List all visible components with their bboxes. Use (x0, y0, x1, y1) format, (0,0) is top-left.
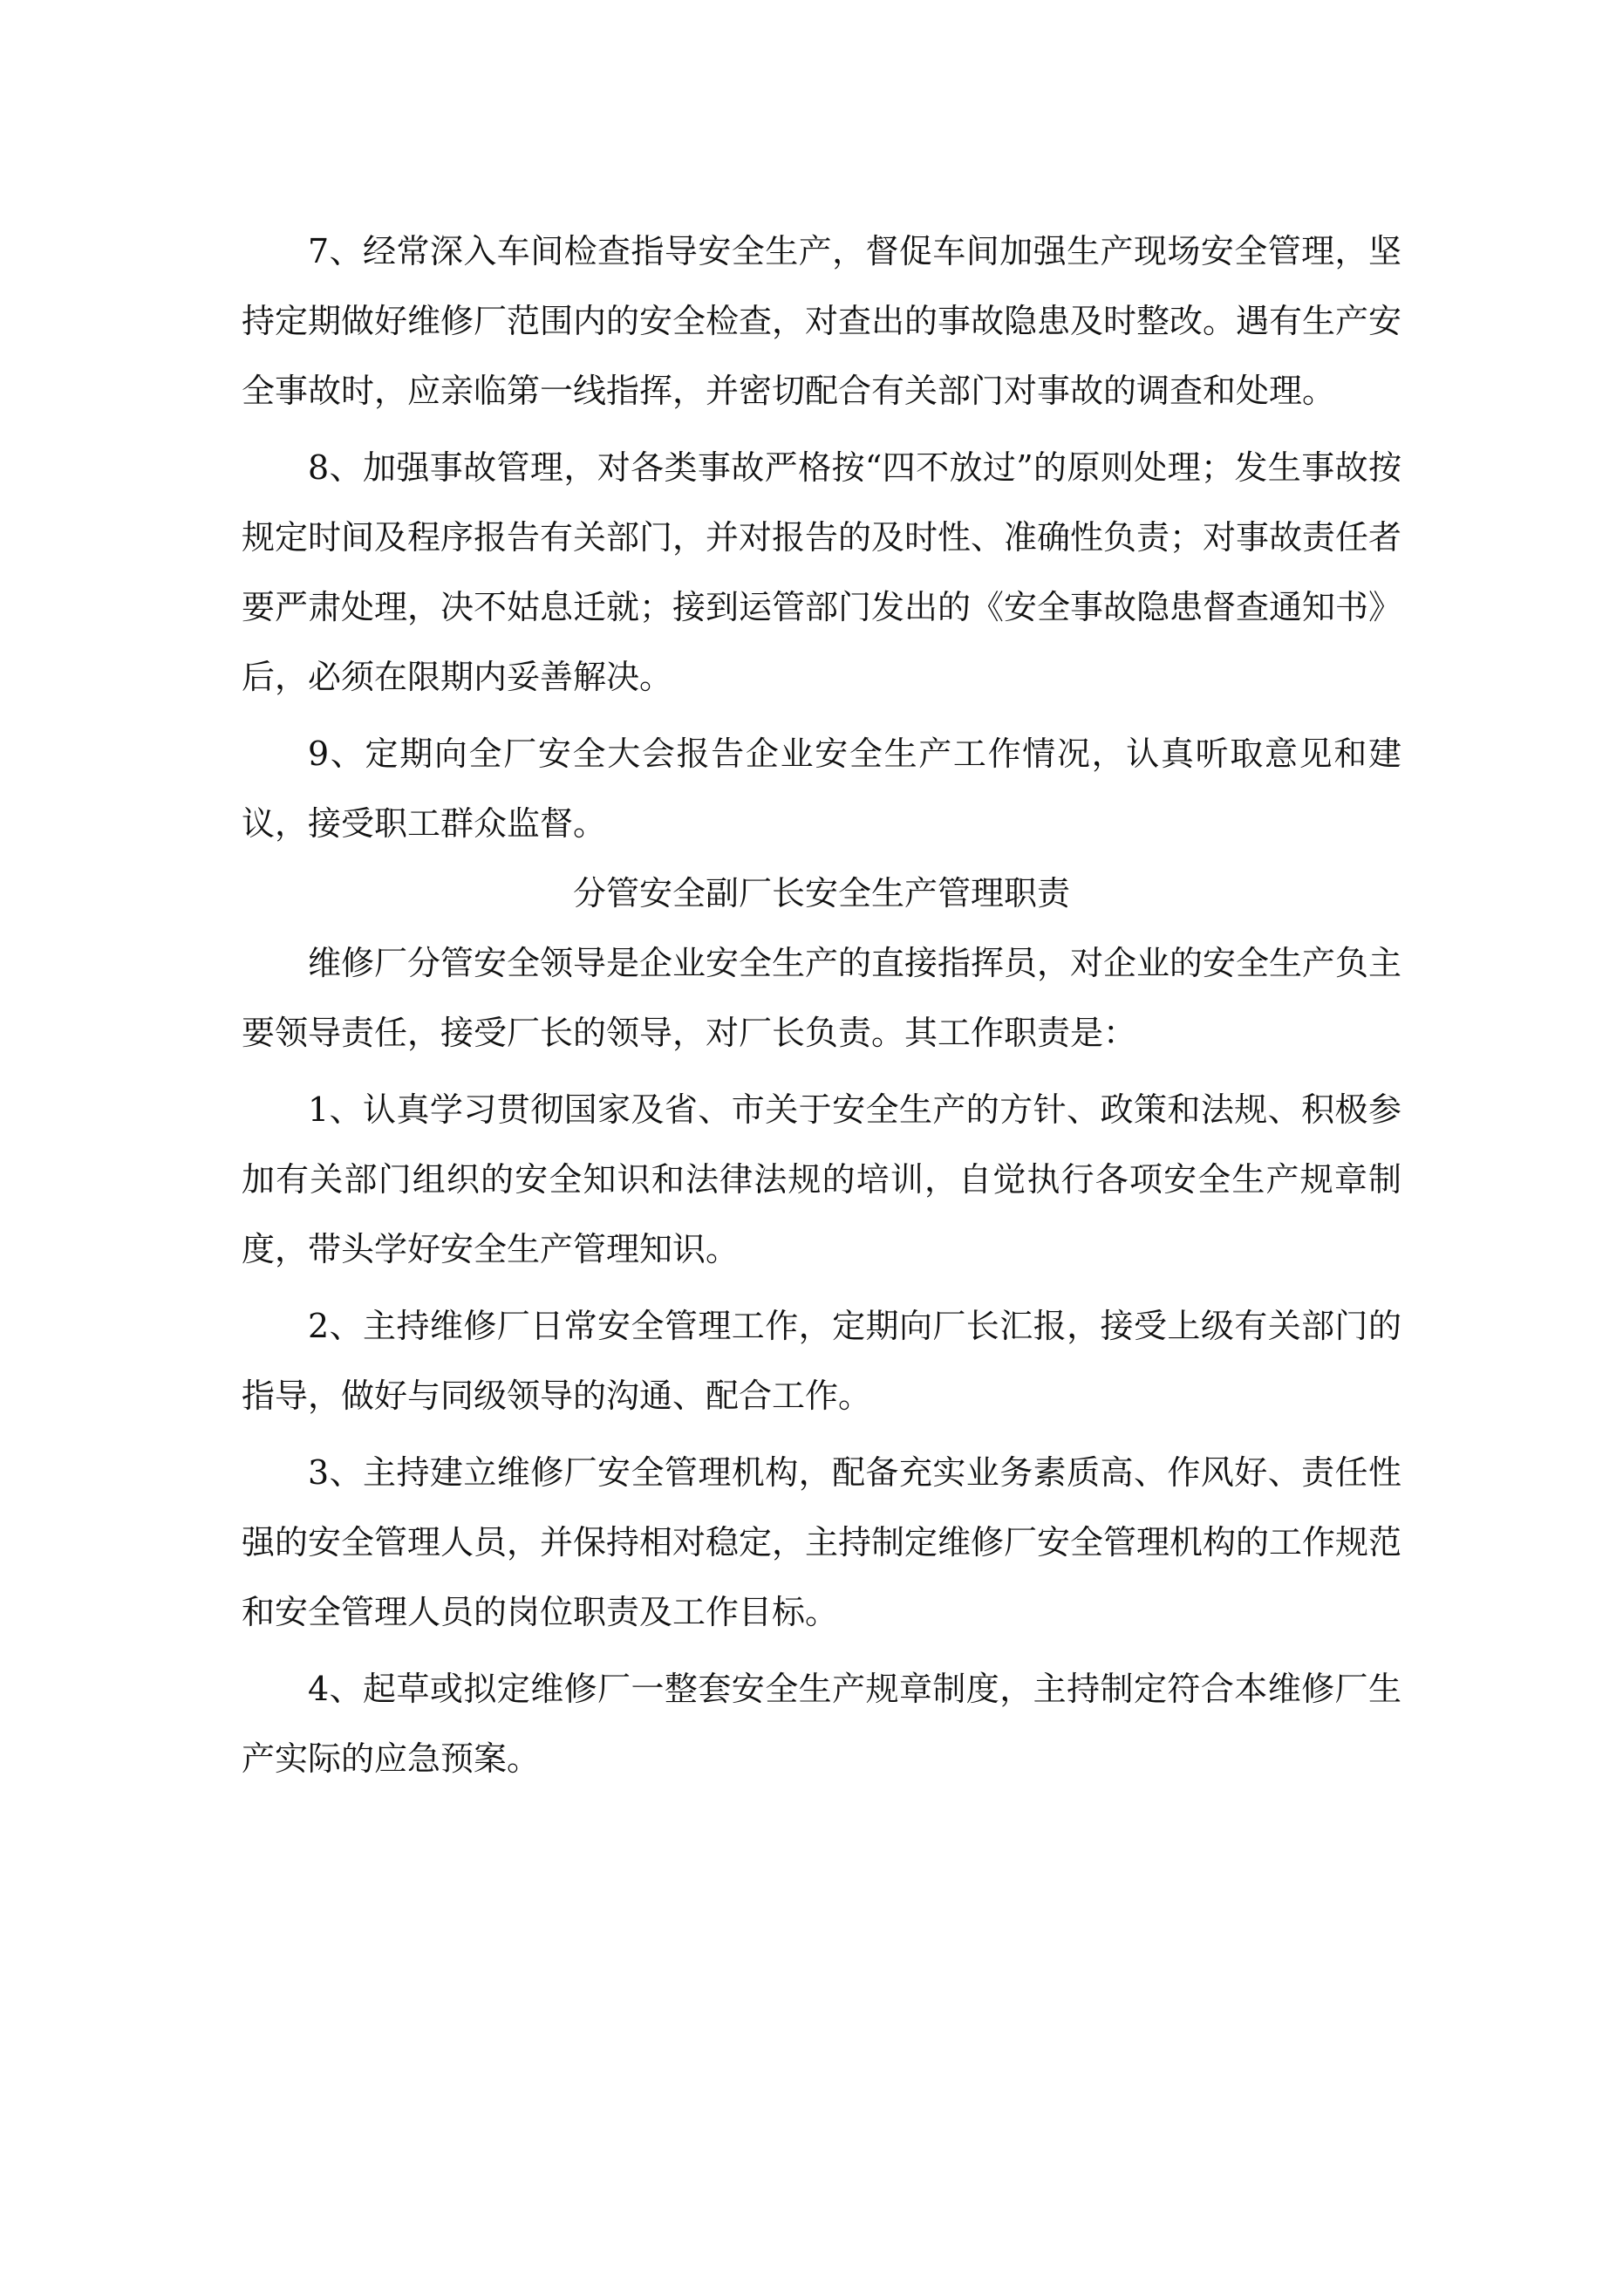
duty-item-4: 4、起草或拟定维修厂一整套安全生产规章制度，主持制定符合本维修厂生产实际的应急预案。 (242, 1670, 1401, 1778)
paragraph-item-7: 7、经常深入车间检查指导安全生产，督促车间加强生产现场安全管理，坚持定期做好维修厂范围内的安全检查，对查出的事故隐患及时整改。遇有生产安全事故时，应亲临第一线指挥，并密切配合有关部门对事故的调查和处理。 (242, 232, 1402, 410)
paragraph-item-9: 9、定期向全厂安全大会报告企业安全生产工作情况，认真听取意见和建议，接受职工群众监督。 (242, 735, 1401, 843)
paragraph-item-8: 8、加强事故管理，对各类事故严格按“四不放过”的原则处理；发生事故按规定时间及程序报告有关部门，并对报告的及时性、准确性负责；对事故责任者要严肃处理，决不姑息迁就；接到运管部门发出的《安全事故隐患督查通知书》后，必须在限期内妥善解决。 (242, 448, 1402, 696)
intro-paragraph: 维修厂分管安全领导是企业安全生产的直接指挥员，对企业的安全生产负主要领导责任，接受厂长的领导，对厂长负责。其工作职责是： (242, 944, 1402, 1052)
duty-item-2: 2、主持维修厂日常安全管理工作，定期向厂长汇报，接受上级有关部门的指导，做好与同级领导的沟通、配合工作。 (242, 1307, 1401, 1415)
duty-item-3: 3、主持建立维修厂安全管理机构，配备充实业务素质高、作风好、责任性强的安全管理人员，并保持相对稳定，主持制定维修厂安全管理机构的工作规范和安全管理人员的岗位职责及工作目标。 (242, 1453, 1402, 1631)
duty-item-1: 1、认真学习贯彻国家及省、市关于安全生产的方针、政策和法规、积极参加有关部门组织的安全知识和法律法规的培训，自觉执行各项安全生产规章制度，带头学好安全生产管理知识。 (242, 1090, 1401, 1268)
document-body (242, 216, 1401, 1794)
section-title: 分管安全副厂长安全生产管理职责 (572, 874, 1070, 912)
